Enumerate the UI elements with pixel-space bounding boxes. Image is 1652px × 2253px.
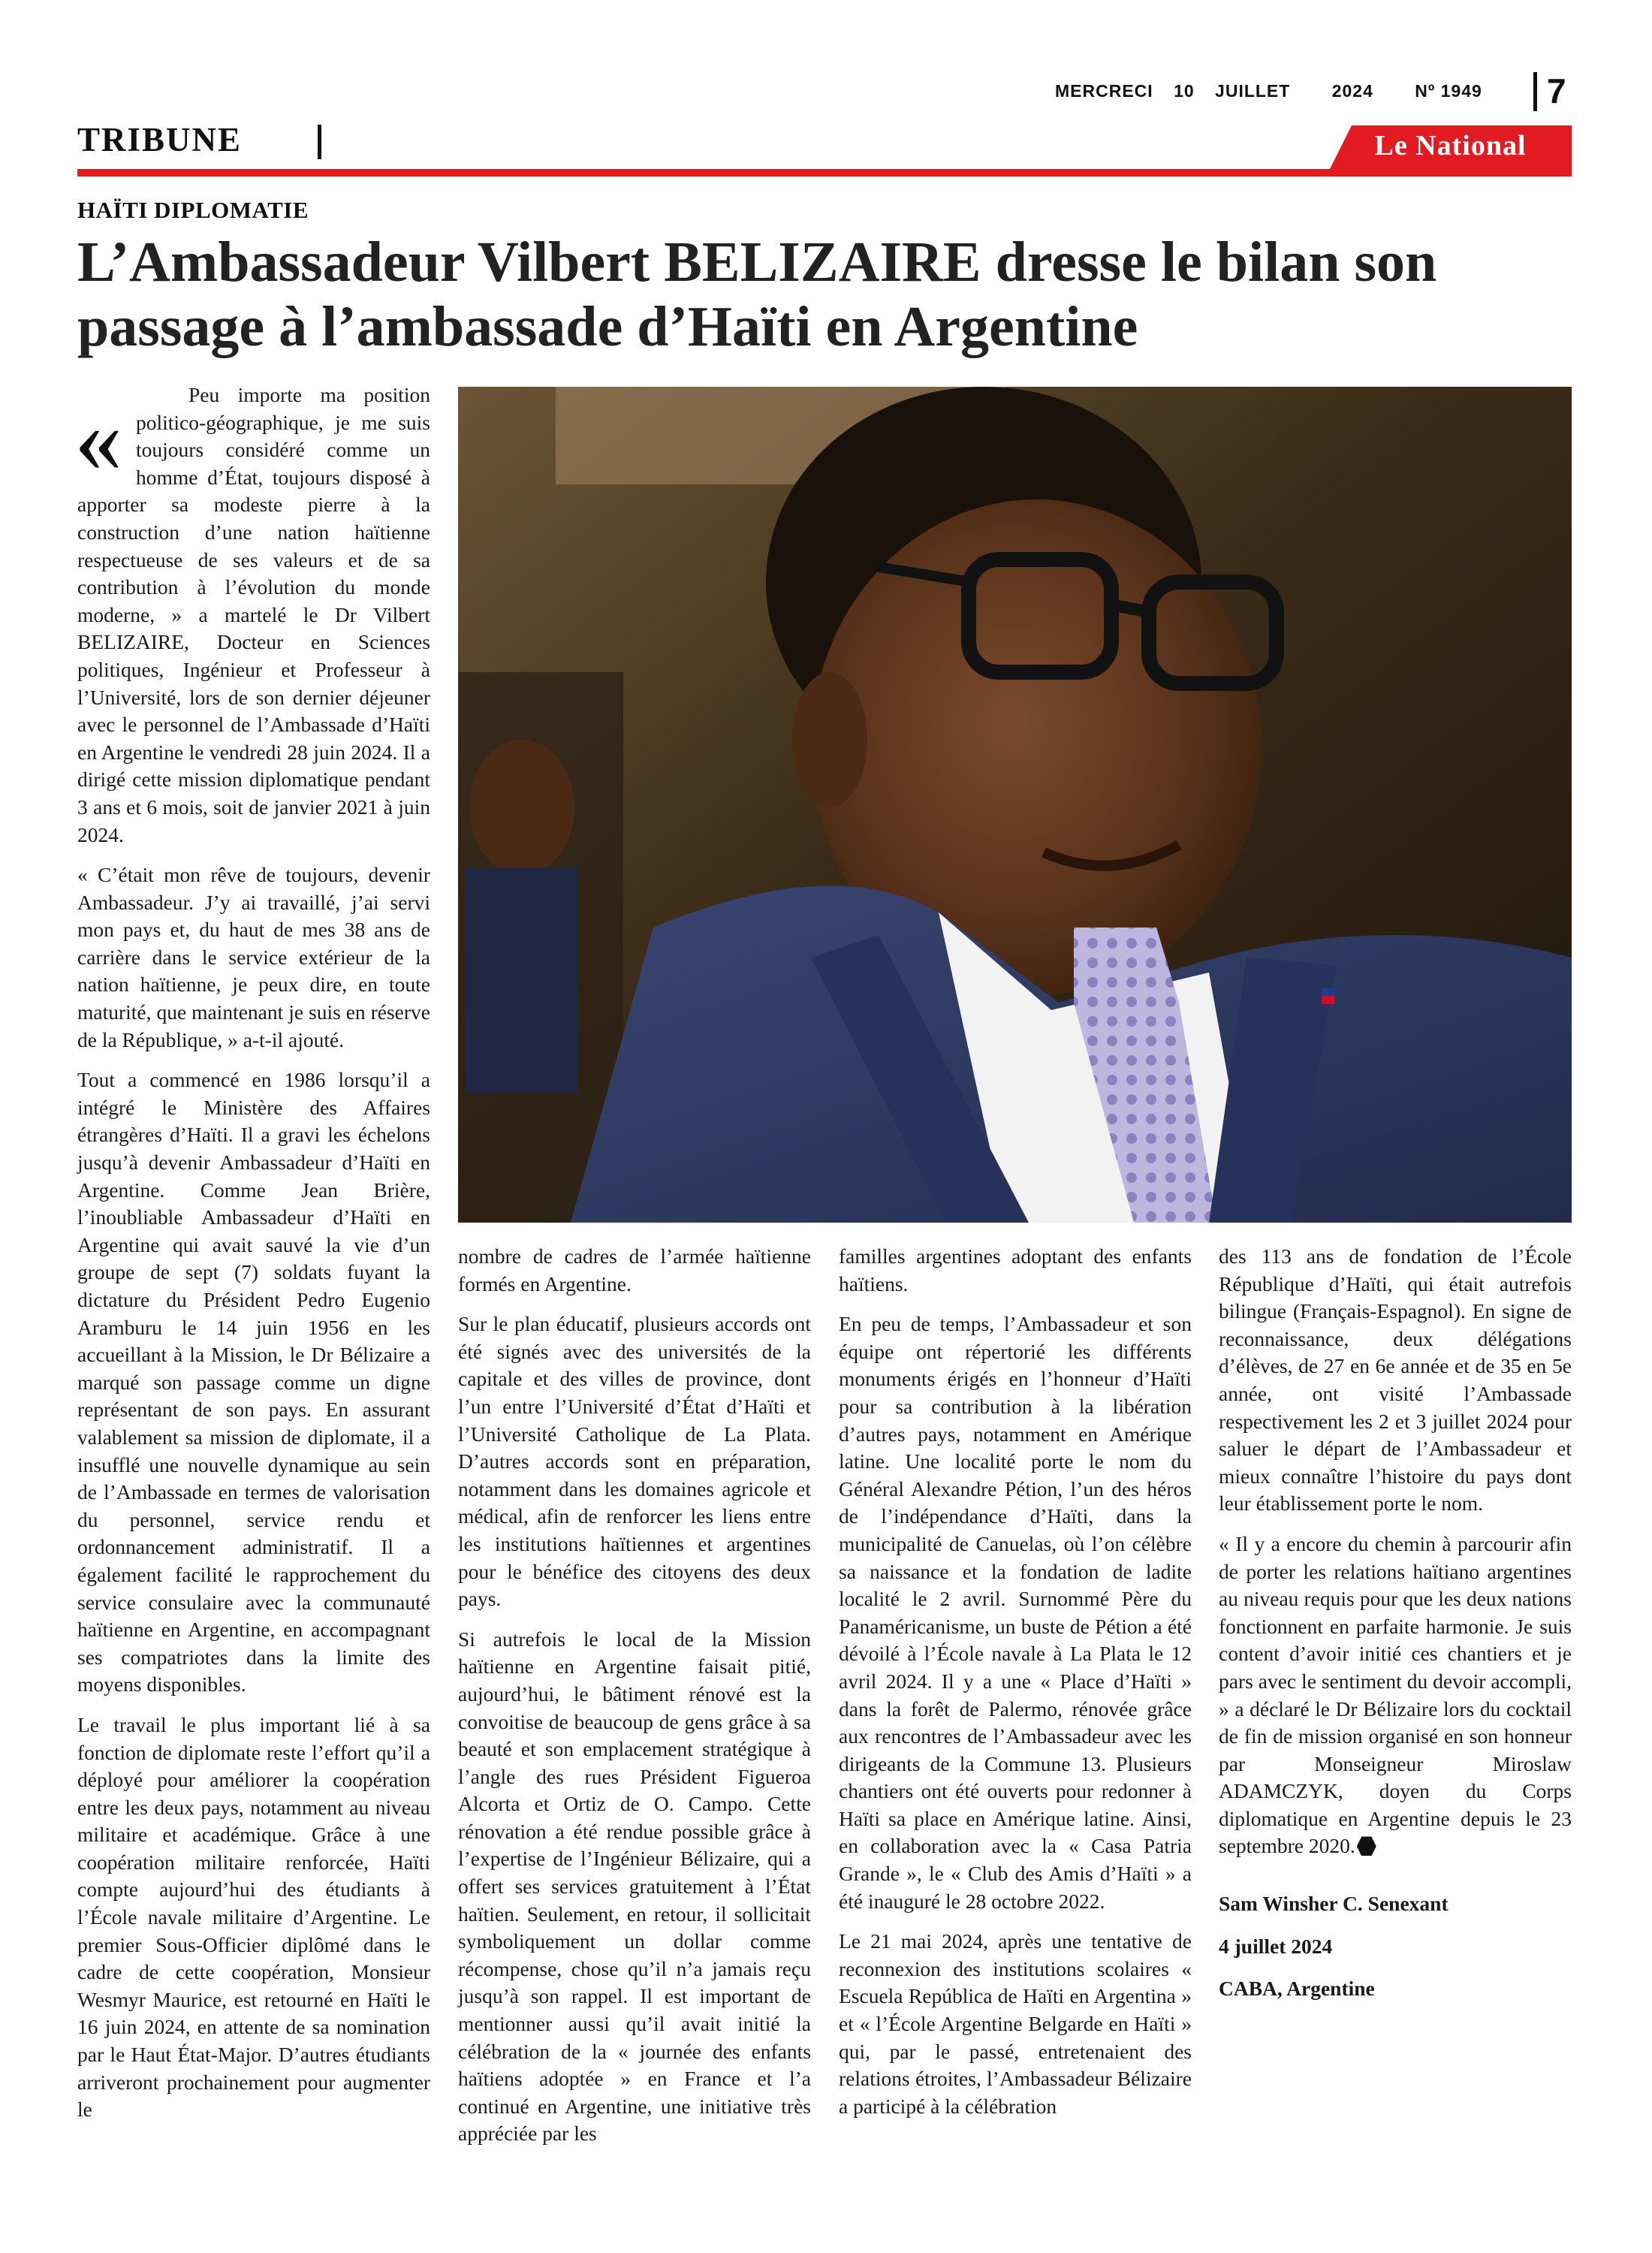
article-paragraph: nombre de cadres de l’armée haïtienne formés en Argentine. — [458, 1244, 811, 1295]
article-paragraph — [1219, 1531, 1572, 1860]
issue-day: MERCRECI — [1055, 81, 1153, 101]
byline — [1219, 1890, 1572, 2003]
article-paragraph: Sur le plan éducatif, plusieurs accords ont été signés avec des universités de la capitale et des villes de province, dont l’un entre l’Université d’État d’Haïti et l’Université Catholique de La Plata. D’autres accords sont en préparation, notamment dans les domaines agricole et médical, afin de renforcer les liens entre les institutions haïtiennes et argentines pour le bénéfice des citoyens des deux pays. — [458, 1312, 811, 1611]
headline-line-2: passage à l’ambassade d’Haïti en Argentine — [77, 295, 1138, 358]
page-number-divider — [1533, 72, 1537, 111]
section-label: TRIBUNE — [77, 121, 243, 158]
closing-quote-text: « Il y a encore du chemin à parcourir afin de porter les relations haïtiano argentines au niveau requis pour que les deux nations fonctionnent en parfaite harmonie. Je suis content d’avoir initié ces chantiers et je pars avec le sentiment du devoir accompli, » a déclaré le Dr Bélizaire lors du cocktail de fin de mission organisé en son honneur par Monseigneur Miroslaw ADAMCZYK, doyen du Corps diplomatique en Argentine depuis le 23 septembre 2020. — [1219, 1531, 1572, 1858]
end-of-article-icon — [1357, 1836, 1376, 1856]
brand-name: Le National — [1374, 130, 1527, 161]
article-kicker: HAÏTI DIPLOMATIE — [77, 197, 309, 223]
article-paragraph: Si autrefois le local de la Mission haïtienne en Argentine faisait pitié, aujourd’hui, le bâtiment rénové est la convoitise de beaucoup de gens grâce à sa beauté et son emplacement stratégique à l’angle des rues Président Figueroa Alcorta et Ortiz de O. Campo. Cette rénovation a été rendue possible grâce à l’expertise de l’Ingénieur Bélizaire, qui a offert ses services gratuitement à l’État haïtien. Seulement, en retour, il sollicitait symboliquement un dollar comme récompense, chose qu’il n’a jamais reçu jusqu’à son rappel. Il est important de mentionner aussi qu’il avait initié la célébration de la « journée des enfants haïtiens adoptée » en France et l’a continué en Argentine, une initiative très appréciée par les — [458, 1627, 811, 2146]
byline-author: Sam Winsher C. Senexant — [1219, 1892, 1449, 1916]
page-number: 7 — [1547, 71, 1566, 110]
issue-year: 2024 — [1331, 81, 1373, 101]
article-paragraph: En peu de temps, l’Ambassadeur et son équipe ont répertorié les différents monuments érigés en l’honneur d’Haïti pour sa contribution à la libération d’autres pays, notamment en Amérique latine. Une localité porte le nom du Général Alexandre Pétion, l’un des héros de l’indépendance d’Haïti, dans la municipalité de Canuelas, où l’on célèbre sa naissance et la fondation de ladite localité le 2 avril. Surnommé Père du Panaméricanisme, un buste de Pétion a été dévoilé à l’École navale à La Plata le 12 avril 2024. Il y a une « Place d’Haïti » dans la forêt de Palermo, rénovée grâce aux rencontres de l’Ambassadeur avec les dirigeants de la Commune 13. Plusieurs chantiers ont été ouverts pour redonner à Haïti sa place en Amérique latine. Ainsi, en collaboration avec la « Casa Patria Grande », le « Club des Amis d’Haïti » a été inauguré le 28 octobre 2022. — [839, 1312, 1192, 1913]
article-paragraph: familles argentines adoptant des enfants haïtiens. — [839, 1244, 1192, 1295]
issue-number: Nº 1949 — [1415, 81, 1482, 101]
byline-place: CABA, Argentine — [1219, 1977, 1375, 2001]
article-headline — [77, 230, 1572, 359]
article-paragraph: Le 21 mai 2024, après une tentative de reconnexion des institutions scolaires « Escuela República de Haïti en Argentina » et « l’École Argentine Belgarde en Haïti » qui, par le passé, entretenaient des relations étroites, l’Ambassadeur Bélizaire a participé à la célébration — [839, 1929, 1192, 2118]
lead-text: Peu importe ma position politico-géographique, je me suis toujours considéré comme un homme d’État, toujours disposé à apporter sa modeste pierre à la construction d’une nation haïtienne respectueuse de ses valeurs et de sa contribution à l’évolution du monde moderne, » a martelé le Dr Vilbert BELIZAIRE, Docteur en Sciences politiques, Ingénieur et Professeur à l’Université, lors de son dernier déjeuner avec le personnel de l’Ambassade d’Haïti en Argentine le vendredi 28 juin 2024. Il a dirigé cette mission diplomatique pendant 3 ans et 6 mois, soit de janvier 2021 à juin 2024. — [77, 383, 430, 846]
portrait-photo-icon — [458, 387, 1572, 1223]
issue-date: 10 — [1174, 81, 1195, 101]
article-column-1 — [74, 382, 430, 2137]
article-paragraph: des 113 ans de fondation de l’École République d’Haïti, qui était autrefois bilingue (Français-Espagnol). En signe de reconnaissance, deux délégations d’élèves, de 27 en 6e année et de 35 en 5e année, ont visité l’Ambassade respectivement les 2 et 3 juillet 2024 pour saluer le départ de l’Ambassadeur et mieux connaître l’histoire du pays dont leur établissement porte le nom. — [1219, 1244, 1572, 1516]
article-paragraph: Tout a commencé en 1986 lorsqu’il a intégré le Ministère des Affaires étrangères d’Haïti. Il a gravi les échelons jusqu’à devenir Ambassadeur d’Haïti en Argentine. Comme Jean Brière, l’inoubliable Ambassadeur d’Haïti en Argentine qui avait sauvé la vie d’un groupe de sept (7) soldats fuyant la dictature du Président Pedro Eugenio Aramburu le 14 juin 1956 en les accueillant à la Mission, le Dr Bélizaire a marqué son passage comme un digne représentant de son pays. En assurant valablement sa mission de diplomate, il a insufflé une nouvelle dynamique au sein de l’Ambassade en termes de valorisation du personnel, service rendu et ordonnancement administratif. Il a également facilité le rapprochement du service consulaire avec la communauté haïtienne en Argentine, en accompagnant ses compatriotes dans la limite des moyens disponibles. — [77, 1068, 430, 1697]
article-column-2 — [458, 1243, 811, 2161]
ambassador-photo — [458, 387, 1572, 1223]
article-column-4 — [1219, 1243, 1572, 2018]
issue-month: JUILLET — [1215, 81, 1291, 101]
byline-date: 4 juillet 2024 — [1219, 1934, 1333, 1958]
drop-quote-mark: « — [74, 385, 122, 492]
article-paragraph: Le travail le plus important lié à sa fonction de diplomate reste l’effort qu’il a déployé pour améliorer la coopération entre les deux pays, notamment au niveau militaire et académique. Grâce à une coopération militaire renforcée, Haïti compte aujourd’hui des étudiants à l’École navale militaire d’Argentine. Le premier Sous-Officier diplômé dans le cadre de cette coopération, Monsieur Wesmyr Maurice, est retourné en Haïti le 16 juin 2024, en attente de sa nomination par le Haut État-Major. D’autres étudiants arriveront prochainement pour augmenter le — [77, 1712, 430, 2122]
section-divider — [318, 125, 321, 159]
article-column-3 — [839, 1243, 1192, 2133]
article-paragraph: « C’était mon rêve de toujours, devenir Ambassadeur. J’y ai travaillé, j’ai servi mon pays et, du haut de mes 38 ans de carrière dans le service extérieur de la nation haïtienne, je peux dire, en toute maturité, que maintenant je suis en réserve de la République, » a-t-il ajouté. — [77, 863, 430, 1051]
issue-meta — [1055, 81, 1497, 101]
headline-line-1: L’Ambassadeur Vilbert BELIZAIRE dresse le bilan son — [77, 231, 1437, 294]
article-paragraph — [74, 382, 430, 849]
